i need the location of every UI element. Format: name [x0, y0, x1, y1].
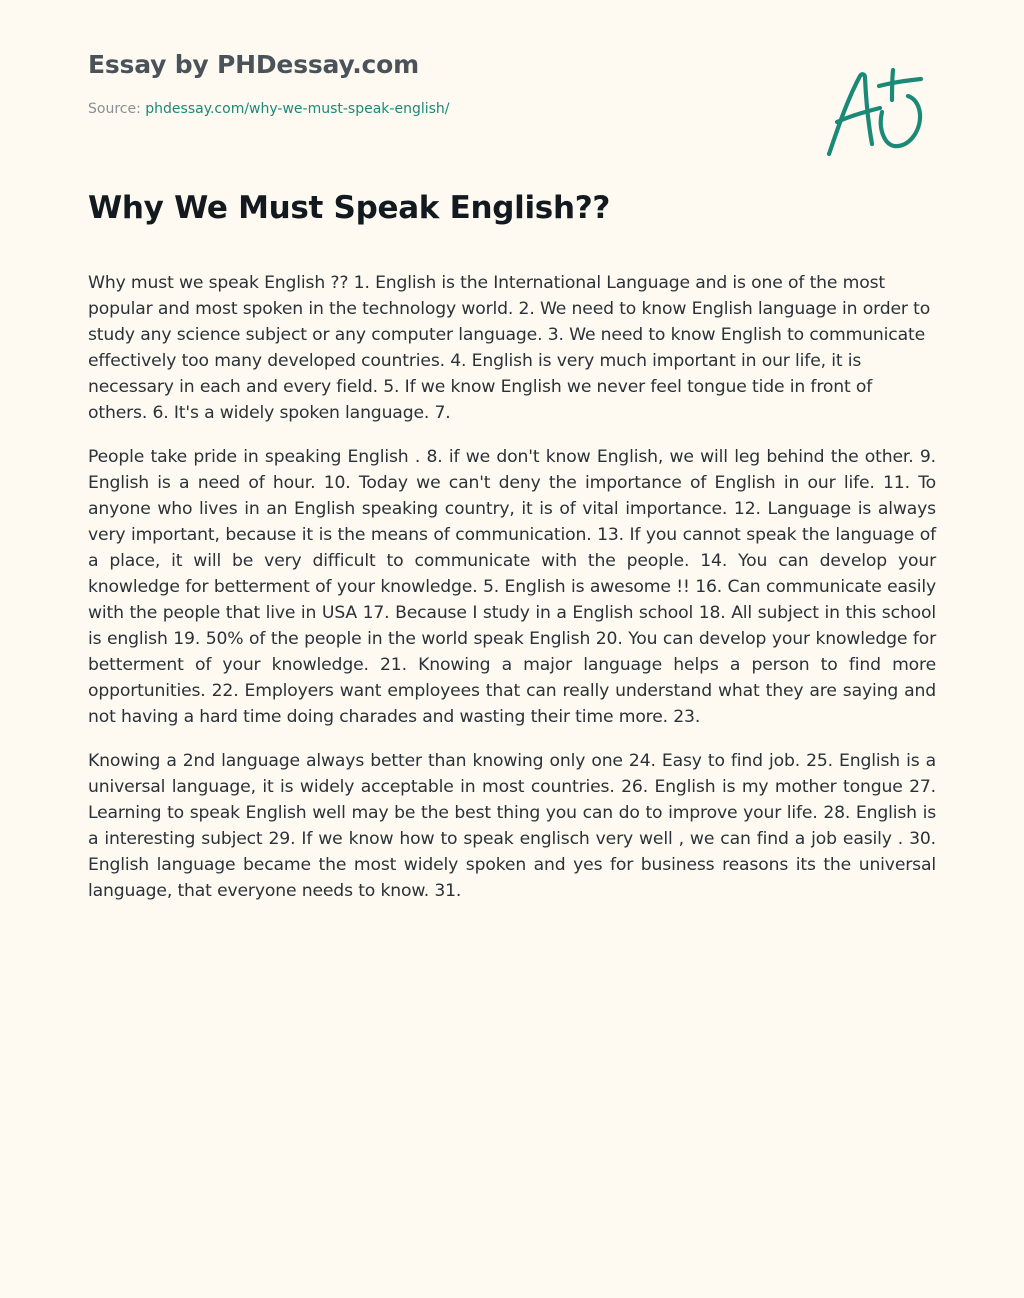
a-plus-grade-icon — [822, 64, 928, 160]
essay-title: Why We Must Speak English?? — [88, 190, 611, 226]
source-label: Source: — [88, 101, 146, 117]
site-brand: Essay by PHDessay.com — [88, 50, 419, 79]
essay-paragraph: Why must we speak English ?? 1. English is the International Language and is one of the most popular and most spoken in the technology world. 2. We need to know English language in order to study any science subject or any computer language. 3. We need to know English to communicate effectively too many developed countries. 4. English is very much important in our life, it is necessary in each and every field. 5. If we know English we never feel tongue tide in front of others. 6. It's a widely spoken language. 7. — [88, 273, 931, 423]
source-line — [88, 101, 450, 117]
source-link[interactable]: phdessay.com/why-we-must-speak-english/ — [145, 101, 450, 117]
essay-paragraph: Knowing a 2nd language always better than knowing only one 24. Easy to find job. 25. English is a universal language, it is widely acceptable in most countries. 26. English is my mother tongue 27. Learning to speak English well may be the best thing you can do to improve your life. 28. English is a interesting subject 29. If we know how to speak englisch very well , we can find a job easily . 30. English language became the most widely spoken and yes for business reasons its the universal language, that everyone needs to know. 31. — [88, 751, 936, 901]
essay-paragraph: People take pride in speaking English . 8. if we don't know English, we will leg behind the other. 9. English is a need of hour. 10. Today we can't deny the importance of English in our life. 11. To anyone who lives in an English speaking country, it is of vital importance. 12. Language is always very important, because it is the means of communication. 13. If you cannot speak the language of a place, it will be very difficult to communicate with the people. 14. You can develop your knowledge for betterment of your knowledge. 5. English is awesome !! 16. Can communicate easily with the people that live in USA 17. Because I study in a English school 18. All subject in this school is english 19. 50% of the people in the world speak English 20. You can develop your knowledge for betterment of your knowledge. 21. Knowing a major language helps a person to find more opportunities. 22. Employers want employees that can really understand what they are saying and not having a hard time doing charades and wasting their time more. 23. — [88, 447, 936, 727]
essay-body — [88, 270, 936, 922]
